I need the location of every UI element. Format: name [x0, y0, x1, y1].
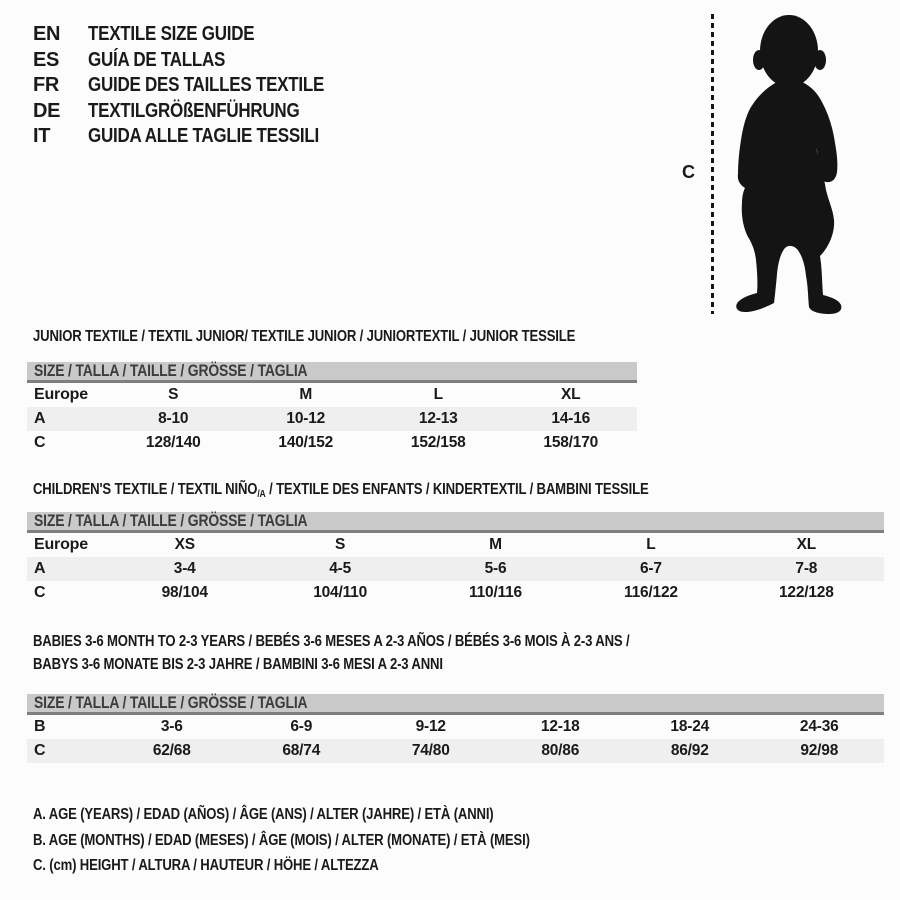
language-row [33, 48, 366, 74]
children-title-subscript: /A [257, 488, 266, 500]
size-cell: 12-18 [540, 718, 580, 735]
babies-size-table [27, 694, 884, 763]
language-code: FR [33, 74, 60, 97]
size-cell: 68/74 [282, 742, 321, 759]
size-cell: L [646, 536, 656, 553]
language-list [33, 22, 366, 150]
language-row [33, 22, 366, 48]
baby-silhouette-icon [725, 12, 855, 317]
size-cell: 4-5 [329, 560, 352, 577]
row-label: Europe [34, 386, 88, 403]
size-cell: 6-9 [290, 718, 313, 735]
size-cell: 12-13 [418, 410, 458, 427]
size-header-row [27, 694, 884, 715]
row-label: A [34, 410, 46, 427]
language-title: TEXTILE SIZE GUIDE [88, 23, 255, 46]
size-cell: 128/140 [145, 434, 201, 451]
size-cell: 98/104 [161, 584, 208, 601]
language-row [33, 73, 366, 99]
size-header-label: SIZE / TALLA / TAILLE / GRÖSSE / TAGLIA [34, 361, 308, 380]
language-title: GUIDE DES TAILLES TEXTILE [88, 74, 325, 97]
row-label: C [34, 434, 46, 451]
language-title: GUÍA DE TALLAS [88, 48, 226, 71]
language-title: TEXTILGRÖßENFÜHRUNG [88, 99, 300, 122]
legend-line-c: C. (cm) HEIGHT / ALTURA / HAUTEUR / HÖHE / ALTEZZA [33, 857, 379, 874]
size-header-label: SIZE / TALLA / TAILLE / GRÖSSE / TAGLIA [34, 511, 308, 530]
size-cell: 80/86 [541, 742, 580, 759]
size-cell: 9-12 [415, 718, 446, 735]
size-cell: 110/116 [469, 584, 522, 601]
size-header-row [27, 362, 637, 383]
size-header-label: SIZE / TALLA / TAILLE / GRÖSSE / TAGLIA [34, 693, 308, 712]
row-label: A [34, 560, 46, 577]
babies-section-title-line1: BABIES 3-6 MONTH TO 2-3 YEARS / BEBÉS 3-6 MESES A 2-3 AÑOS / BÉBÉS 3-6 MOIS À 2-3 ANS / [33, 633, 630, 650]
size-cell: M [489, 536, 502, 553]
legend [33, 802, 639, 879]
table-row [27, 431, 637, 455]
size-header-row [27, 512, 884, 533]
size-cell: 3-6 [160, 718, 183, 735]
height-measure-line [711, 14, 714, 314]
table-row [27, 407, 637, 431]
children-size-table [27, 512, 884, 605]
size-cell: 122/128 [779, 584, 834, 601]
size-cell: 92/98 [800, 742, 839, 759]
table-row [27, 581, 884, 605]
language-code: EN [33, 23, 61, 46]
size-cell: 74/80 [411, 742, 450, 759]
language-row [33, 99, 366, 125]
language-code: DE [33, 99, 61, 122]
language-title: GUIDA ALLE TAGLIE TESSILI [88, 125, 320, 148]
size-cell: L [433, 386, 443, 403]
language-code: ES [33, 48, 60, 71]
size-cell: XL [561, 386, 581, 403]
size-cell: 140/152 [278, 434, 334, 451]
size-cell: 104/110 [313, 584, 367, 601]
table-row [27, 557, 884, 581]
babies-section-title-line2: BABYS 3-6 MONATE BIS 2-3 JAHRE / BAMBINI 3-6 MESI A 2-3 ANNI [33, 656, 443, 673]
size-cell: XS [174, 536, 195, 553]
size-cell: 8-10 [158, 410, 189, 427]
language-code: IT [33, 125, 51, 148]
table-row [27, 533, 884, 557]
legend-line-b: B. AGE (MONTHS) / EDAD (MESES) / ÂGE (MOIS) / ALTER (MONATE) / ETÀ (MESI) [33, 831, 530, 849]
size-cell: S [335, 536, 346, 553]
children-section-title [33, 481, 649, 500]
size-cell: 116/122 [624, 584, 678, 601]
size-cell: 5-6 [484, 560, 507, 577]
table-row [27, 715, 884, 739]
size-cell: XL [796, 536, 817, 553]
children-title-text: CHILDREN'S TEXTILE / TEXTIL NIÑO [33, 481, 258, 498]
size-cell: 62/68 [152, 742, 191, 759]
height-marker-label: C [682, 162, 695, 182]
legend-line-a: A. AGE (YEARS) / EDAD (AÑOS) / ÂGE (ANS) / ALTER (JAHRE) / ETÀ (ANNI) [33, 806, 494, 823]
junior-size-table [27, 362, 637, 455]
row-label: C [34, 742, 46, 759]
size-cell: 24-36 [799, 718, 839, 735]
size-cell: S [168, 386, 179, 403]
size-cell: 3-4 [173, 560, 196, 577]
size-cell: 158/170 [543, 434, 599, 451]
size-cell: 86/92 [670, 742, 709, 759]
table-row [27, 383, 637, 407]
size-cell: 18-24 [670, 718, 710, 735]
junior-section-title: JUNIOR TEXTILE / TEXTIL JUNIOR/ TEXTILE JUNIOR / JUNIORTEXTIL / JUNIOR TESSILE [33, 328, 576, 345]
children-title-text: / TEXTILE DES ENFANTS / KINDERTEXTIL / BAMBINI TESSILE [265, 481, 649, 498]
table-row [27, 739, 884, 763]
size-cell: 6-7 [640, 560, 662, 577]
row-label: B [34, 718, 46, 735]
language-row [33, 124, 366, 150]
size-cell: 10-12 [286, 410, 326, 427]
size-cell: M [299, 386, 313, 403]
row-label: C [34, 584, 46, 601]
size-cell: 152/158 [410, 434, 466, 451]
row-label: Europe [34, 536, 88, 553]
size-cell: 14-16 [551, 410, 591, 427]
size-cell: 7-8 [795, 560, 818, 577]
